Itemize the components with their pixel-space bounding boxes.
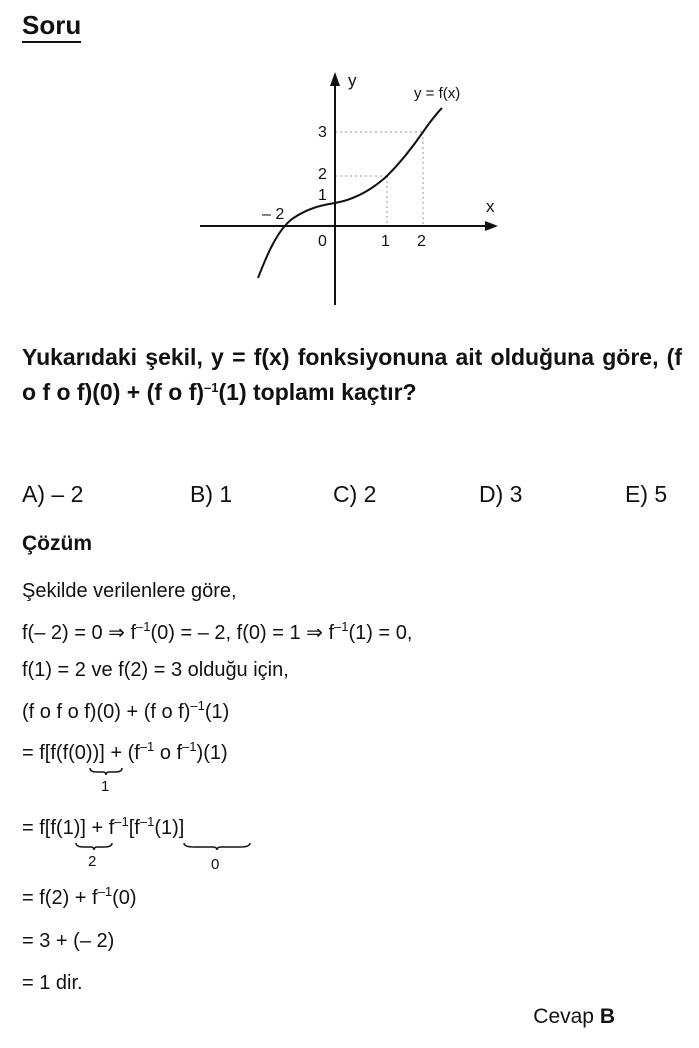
- solution-line-3: f(1) = 2 ve f(2) = 3 olduğu için,: [22, 659, 289, 681]
- y-tick-3: 3: [318, 124, 327, 141]
- option-c[interactable]: C) 2: [333, 481, 377, 507]
- solution-line-8: = 3 + (– 2): [22, 930, 115, 952]
- answer-letter: B: [599, 1005, 615, 1028]
- option-a[interactable]: A) – 2: [22, 481, 84, 507]
- function-label: y = f(x): [414, 85, 461, 102]
- underbrace-2: [74, 841, 114, 851]
- section-title: Soru: [22, 10, 81, 43]
- function-curve: [258, 108, 442, 278]
- option-b[interactable]: B) 1: [190, 481, 233, 507]
- x-tick-2: 2: [417, 233, 426, 250]
- solution-title: Çözüm: [22, 532, 92, 555]
- function-graph: [180, 60, 520, 310]
- solution-line-5: = $f[f(f(0))] + (f^{-1}$ o $f^{-1})(1)$: [22, 739, 228, 764]
- solution-line-4: (f o f o f)(0) + (f o f)$^{-1}$(1): [22, 698, 230, 723]
- y-axis-label: y: [348, 71, 357, 90]
- underbrace-2-label: 2: [88, 853, 97, 870]
- solution-line-2: f(– 2) = 0 ⇒ $f^{-1}(0)$ = – 2, f(0) = 1 ⇒ $f^{-1}(1) = 0$,: [22, 619, 413, 644]
- y-axis-arrow: [330, 72, 340, 86]
- x-tick-1: 1: [381, 233, 390, 250]
- underbrace-3-label: 0: [211, 856, 220, 873]
- solution-line-9: = 1 dir.: [22, 972, 83, 994]
- underbrace-3: [182, 841, 252, 851]
- solution-line-1: Şekilde verilenlere göre,: [22, 580, 237, 602]
- solution-line-7: = $f(2) + f^{-1}(0)$: [22, 884, 137, 909]
- x-axis-arrow: [485, 221, 498, 231]
- y-tick-1: 1: [318, 187, 327, 204]
- x-tick-neg2: – 2: [262, 206, 285, 223]
- origin-label: 0: [318, 233, 327, 250]
- x-axis-label: x: [486, 197, 495, 216]
- option-d[interactable]: D) 3: [479, 481, 523, 507]
- solution-line-6: = $f[f(1)] + f^{-1}[f^{-1}(1)]$: [22, 814, 185, 839]
- option-e[interactable]: E) 5: [625, 481, 668, 507]
- y-tick-2: 2: [318, 166, 327, 183]
- answer: Cevap B: [533, 1005, 615, 1028]
- question-text: Yukarıdaki şekil, y = f(x) fonksiyonuna ait olduğuna göre, (f o f o f)(0) + (f o f)$^{-1}$(1) toplamı kaçtır?: [22, 344, 682, 405]
- underbrace-1-label: 1: [101, 778, 110, 795]
- underbrace-1: [88, 766, 124, 776]
